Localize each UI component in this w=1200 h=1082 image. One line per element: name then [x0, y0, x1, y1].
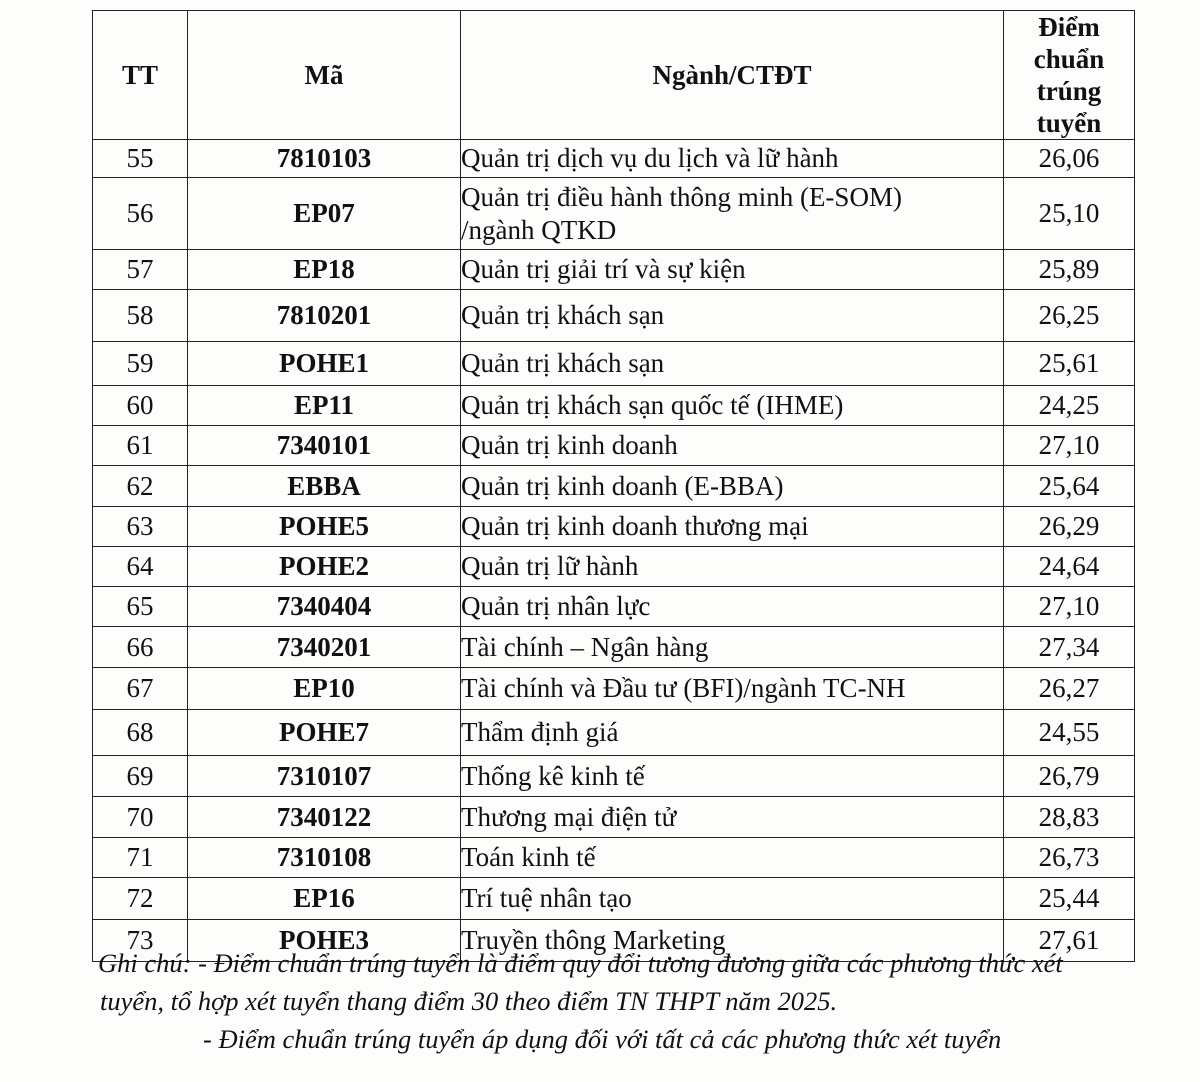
- table-row: [93, 587, 1135, 627]
- cell-diem: 26,06: [1004, 140, 1135, 178]
- header-ma: Mã: [188, 11, 461, 140]
- footnote-line-3: - Điểm chuẩn trúng tuyển áp dụng đối với tất cả các phương thức xét tuyển: [203, 1024, 1002, 1054]
- cell-ma: EP10: [188, 668, 461, 710]
- table-row: [93, 797, 1135, 838]
- cell-tt: 59: [93, 342, 188, 386]
- cell-nganh: Quản trị kinh doanh thương mại: [461, 507, 1004, 547]
- cell-diem: 25,61: [1004, 342, 1135, 386]
- cell-diem: 24,25: [1004, 386, 1135, 426]
- table-row: [93, 710, 1135, 756]
- table-row: [93, 627, 1135, 668]
- table-row: [93, 342, 1135, 386]
- cell-tt: 70: [93, 797, 188, 838]
- cell-ma: EP07: [188, 178, 461, 250]
- cell-ma: 7310108: [188, 838, 461, 878]
- cell-diem: 24,55: [1004, 710, 1135, 756]
- cell-tt: 73: [93, 920, 188, 962]
- cell-tt: 69: [93, 756, 188, 797]
- cell-nganh: Quản trị dịch vụ du lịch và lữ hành: [461, 140, 1004, 178]
- cell-nganh: Thương mại điện tử: [461, 797, 1004, 838]
- table-body: [93, 140, 1135, 962]
- cell-nganh: Truyền thông Marketing: [461, 920, 1004, 962]
- cell-ma: POHE2: [188, 547, 461, 587]
- table-row: [93, 507, 1135, 547]
- cell-nganh: Quản trị giải trí và sự kiện: [461, 250, 1004, 290]
- cell-ma: EP16: [188, 878, 461, 920]
- cell-tt: 55: [93, 140, 188, 178]
- table-row: [93, 386, 1135, 426]
- cell-ma: POHE1: [188, 342, 461, 386]
- footnote-line-1: Ghi chú: - Điểm chuẩn trúng tuyển là điểm quy đổi tương đương giữa các phương thức xét: [98, 948, 1063, 978]
- cell-tt: 64: [93, 547, 188, 587]
- cell-ma: POHE5: [188, 507, 461, 547]
- cell-nganh: Trí tuệ nhân tạo: [461, 878, 1004, 920]
- cell-nganh: Toán kinh tế: [461, 838, 1004, 878]
- table-row: [93, 140, 1135, 178]
- footnotes: [98, 944, 1188, 1058]
- cell-diem: 24,64: [1004, 547, 1135, 587]
- header-diem: [1004, 11, 1135, 140]
- cell-nganh: Thống kê kinh tế: [461, 756, 1004, 797]
- header-diem-line1: Điểm chuẩn: [1033, 12, 1105, 74]
- cell-ma: EP18: [188, 250, 461, 290]
- cell-ma: 7810103: [188, 140, 461, 178]
- cell-diem: 25,89: [1004, 250, 1135, 290]
- cell-ma: 7340122: [188, 797, 461, 838]
- cell-tt: 61: [93, 426, 188, 466]
- cell-nganh: Quản trị khách sạn: [461, 342, 1004, 386]
- cell-nganh: Quản trị kinh doanh: [461, 426, 1004, 466]
- cell-tt: 66: [93, 627, 188, 668]
- footnote-line-2: tuyển, tổ hợp xét tuyển thang điểm 30 theo điểm TN THPT năm 2025.: [100, 986, 838, 1016]
- cell-diem: 25,64: [1004, 466, 1135, 507]
- cell-tt: 60: [93, 386, 188, 426]
- cell-nganh: Tài chính và Đầu tư (BFI)/ngành TC-NH: [461, 668, 1004, 710]
- header-tt: TT: [93, 11, 188, 140]
- cell-diem: 27,10: [1004, 587, 1135, 627]
- cell-tt: 58: [93, 290, 188, 342]
- table-row: [93, 466, 1135, 507]
- table-row: [93, 547, 1135, 587]
- cell-diem: 25,10: [1004, 178, 1135, 250]
- table-row: [93, 838, 1135, 878]
- cell-nganh: Tài chính – Ngân hàng: [461, 627, 1004, 668]
- cell-diem: 26,27: [1004, 668, 1135, 710]
- cell-diem: 26,79: [1004, 756, 1135, 797]
- cell-ma: 7310107: [188, 756, 461, 797]
- cell-nganh-line2: /ngành QTKD: [461, 214, 617, 245]
- table-row: [93, 878, 1135, 920]
- cell-diem: 27,34: [1004, 627, 1135, 668]
- table-row: [93, 668, 1135, 710]
- cell-nganh: Quản trị khách sạn quốc tế (IHME): [461, 386, 1004, 426]
- cell-diem: 27,61: [1004, 920, 1135, 962]
- cell-tt: 65: [93, 587, 188, 627]
- cell-diem: 26,29: [1004, 507, 1135, 547]
- cell-tt: 63: [93, 507, 188, 547]
- header-diem-line2: trúng tuyển: [1036, 76, 1102, 138]
- cell-nganh-line1: Quản trị điều hành thông minh (E-SOM): [461, 181, 902, 212]
- cell-tt: 68: [93, 710, 188, 756]
- cell-nganh: Quản trị nhân lực: [461, 587, 1004, 627]
- cell-nganh: Thẩm định giá: [461, 710, 1004, 756]
- cell-diem: 26,73: [1004, 838, 1135, 878]
- table-header-row: [93, 11, 1135, 140]
- cell-diem: 27,10: [1004, 426, 1135, 466]
- table-row: [93, 426, 1135, 466]
- admission-score-table: [92, 10, 1135, 962]
- cell-ma: 7810201: [188, 290, 461, 342]
- cell-diem: 26,25: [1004, 290, 1135, 342]
- cell-nganh: Quản trị khách sạn: [461, 290, 1004, 342]
- cell-tt: 57: [93, 250, 188, 290]
- cell-diem: 28,83: [1004, 797, 1135, 838]
- cell-ma: POHE3: [188, 920, 461, 962]
- cell-ma: EP11: [188, 386, 461, 426]
- cell-tt: 72: [93, 878, 188, 920]
- cell-ma: POHE7: [188, 710, 461, 756]
- cell-nganh: [461, 178, 1004, 250]
- cell-tt: 62: [93, 466, 188, 507]
- cell-tt: 71: [93, 838, 188, 878]
- cell-diem: 25,44: [1004, 878, 1135, 920]
- cell-ma: 7340101: [188, 426, 461, 466]
- cell-tt: 56: [93, 178, 188, 250]
- table-row: [93, 756, 1135, 797]
- cell-ma: EBBA: [188, 466, 461, 507]
- cell-nganh: Quản trị kinh doanh (E-BBA): [461, 466, 1004, 507]
- header-nganh: Ngành/CTĐT: [461, 11, 1004, 140]
- cell-ma: 7340201: [188, 627, 461, 668]
- cell-tt: 67: [93, 668, 188, 710]
- cell-nganh: Quản trị lữ hành: [461, 547, 1004, 587]
- table-row: [93, 178, 1135, 250]
- table-row: [93, 290, 1135, 342]
- cell-ma: 7340404: [188, 587, 461, 627]
- table-row: [93, 250, 1135, 290]
